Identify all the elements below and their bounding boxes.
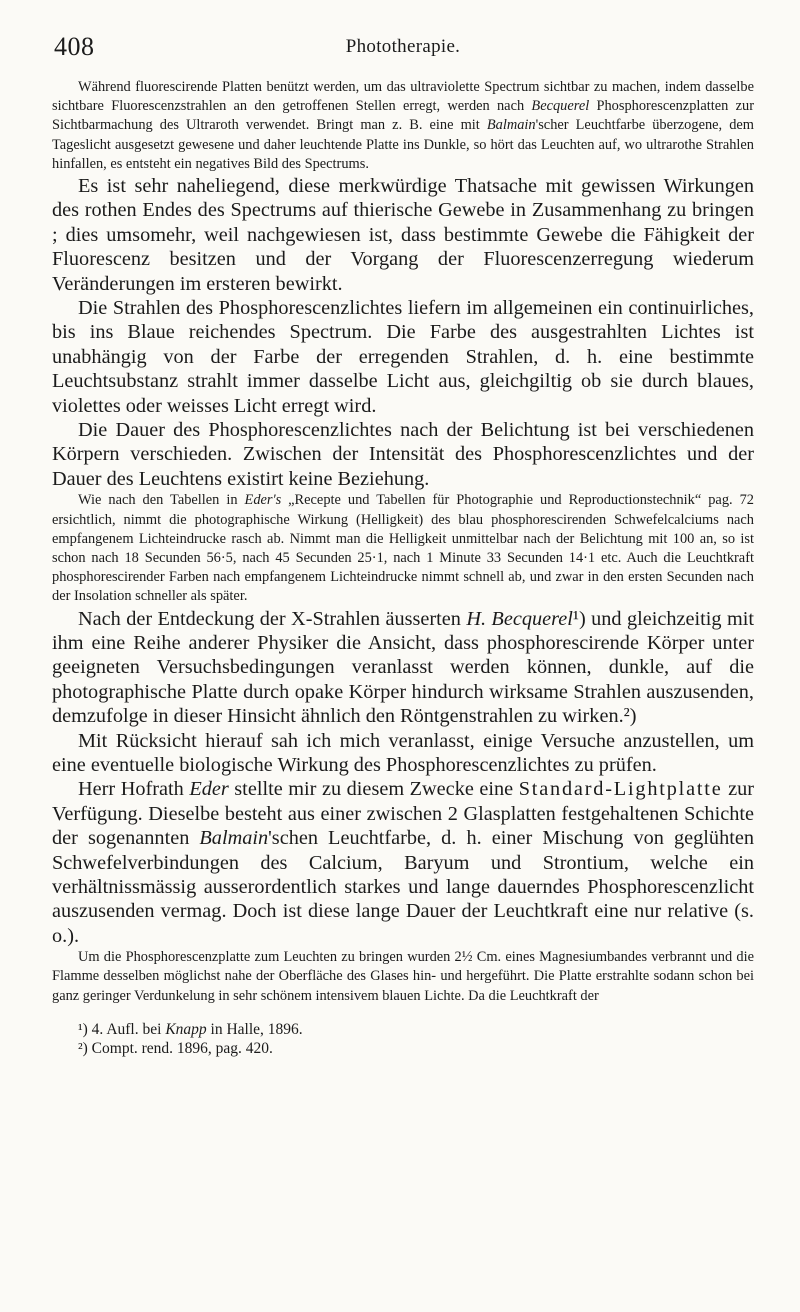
text-run: Nach der Entdeckung der X-Strahlen äusserten bbox=[78, 607, 467, 630]
text-run: ¹) und gleichzeitig mit ihm eine Reihe anderer Physiker die Ansicht, dass phosphorescirende Körper unter geeigneten Versuchsbedingungen veranlasst werden können, dunkle, auf die photographische Platte durch opake Körper hindurch wirksame Strahlen auszusenden, demzufolge in dieser Hinsicht ähnlich den Röntgenstrahlen zu wirken.²) bbox=[52, 607, 754, 728]
text-run: 'schen Leuchtfarbe, d. h. einer Mischung von geglühten Schwefelverbindungen des Calcium, Baryum und Strontium, welche ein verhältnissmässig ausserordentlich starkes und lange dauerndes Phosphorescenzlicht auszusenden vermag. Doch ist diese lange Dauer der Leuchtkraft eine nur relative (s. o.). bbox=[52, 827, 754, 947]
text-run: ¹) 4. Aufl. bei bbox=[78, 1020, 166, 1038]
spaced-text: Standard-Lightplatte bbox=[518, 778, 723, 801]
page-body bbox=[52, 78, 754, 1006]
italic-text: Knapp bbox=[165, 1020, 207, 1038]
text-run: 'scher Leuchtfarbe überzogene, dem Tageslicht ausgesetzt gewesene und daher leuchtende Platte ins Dunkle, so hört das Leuchten auf, wo ultrarothe Strahlen hinfallen, es entsteht ein negatives Bild des Spectrums. bbox=[52, 117, 754, 172]
text-run: zur Verfügung. Dieselbe besteht aus einer zwischen 2 Glasplatten festgehaltenen Schichte der sogenannten bbox=[52, 778, 754, 850]
page-header bbox=[52, 28, 754, 68]
italic-text: Becquerel bbox=[531, 98, 590, 115]
text-run: Phosphorescenzplatten zur Sichtbarmachung des Ultraroth verwendet. Bringt man z. B. eine mit bbox=[52, 98, 754, 134]
text-run: ²) Compt. rend. 1896, pag. 420. bbox=[78, 1039, 273, 1057]
text-run: Während fluorescirende Platten benützt werden, um das ultraviolette Spectrum sichtbar zu machen, indem dasselbe sichtbare Fluorescenzstrahlen an den getroffenen Stellen erregt, werden nach bbox=[52, 79, 754, 115]
footnotes bbox=[52, 1020, 754, 1058]
body-paragraph bbox=[52, 296, 754, 418]
text-run: stellte mir zu diesem Zwecke eine bbox=[228, 778, 519, 801]
text-run: Um die Phosphorescenzplatte zum Leuchten zu bringen wurden 2½ Cm. eines Magnesiumbandes verbrannt und die Flamme desselben möglichst nahe der Oberfläche des Glases hin- und hergeführt. Die Platte erstrahlte sodann schon bei ganz geringer Verdunkelung in sehr schönem intensivem blauen Lichte. Da die Leuchtkraft der bbox=[52, 949, 754, 1004]
italic-text: Balmain bbox=[486, 117, 536, 134]
text-run: Wie nach den Tabellen in bbox=[78, 492, 245, 509]
small-print-paragraph bbox=[52, 948, 754, 1006]
body-paragraph bbox=[52, 777, 754, 948]
body-paragraph bbox=[52, 174, 754, 296]
text-run: Die Dauer des Phosphorescenzlichtes nach der Belichtung ist bei verschiedenen Körpern verschieden. Zwischen der Intensität des Phosphorescenzlichtes und der Dauer des Leuchtens existirt keine Beziehung. bbox=[52, 419, 754, 490]
italic-text: H. Becquerel bbox=[466, 607, 573, 630]
running-title: Phototherapie. bbox=[345, 36, 461, 57]
italic-text: Eder's bbox=[244, 492, 282, 509]
body-paragraph bbox=[52, 418, 754, 491]
text-run: in Halle, 1896. bbox=[206, 1020, 303, 1038]
small-print-paragraph bbox=[52, 78, 754, 174]
text-run: „Recepte und Tabellen für Photographie und Reproductionstechnik“ pag. 72 ersichtlich, nimmt die photographische Wirkung (Helligkeit) des blau phosphorescirenden Schwefelcalciums nach empfangenem Lichteindrucke rasch ab. Nimmt man die Helligkeit unmittelbar nach der Belichtung mit 100 an, so ist schon nach 18 Secunden 56·5, nach 45 Secunden 25·1, nach 1 Minute 33 Secunden 14·1 etc. Auch die Leuchtkraft phosphorescirender Farben nach empfangenem Lichteindrucke nimmt schnell ab, und zwar in den ersten Secunden nach der Insolation schneller als später. bbox=[52, 492, 754, 605]
text-run: Herr Hofrath bbox=[78, 778, 190, 801]
body-paragraph bbox=[52, 729, 754, 778]
text-run: Mit Rücksicht hierauf sah ich mich veranlasst, einige Versuche anzustellen, um eine eventuelle biologische Wirkung des Phosphorescenzlichtes zu prüfen. bbox=[52, 729, 754, 776]
text-run: Die Strahlen des Phosphorescenzlichtes liefern im allgemeinen ein continuirliches, bis ins Blaue reichendes Spectrum. Die Farbe des ausgestrahlten Lichtes ist unabhängig von der Farbe der erregenden Strahlen, d. h. eine bestimmte Leuchtsubstanz strahlt immer dasselbe Licht aus, gleichgiltig ob sie durch blaues, violettes oder weisses Licht erregt wird. bbox=[52, 297, 754, 417]
page-number: 408 bbox=[54, 32, 95, 61]
footnote bbox=[52, 1039, 754, 1058]
text-run: Es ist sehr naheliegend, diese merkwürdige Thatsache mit gewissen Wirkungen des rothen Endes des Spectrums auf thierische Gewebe in Zusammenhang zu bringen ; dies umsomehr, weil nachgewiesen ist, dass bestimmte Gewebe die Fähigkeit der Fluorescenz besitzen und der Vorgang der Fluorescenzerregung wiederum Veränderungen im ersteren bewirkt. bbox=[52, 175, 754, 295]
italic-text: Eder bbox=[189, 778, 229, 801]
body-paragraph bbox=[52, 607, 754, 729]
italic-text: Balmain bbox=[199, 827, 269, 850]
small-print-paragraph bbox=[52, 491, 754, 606]
footnote bbox=[52, 1020, 754, 1039]
